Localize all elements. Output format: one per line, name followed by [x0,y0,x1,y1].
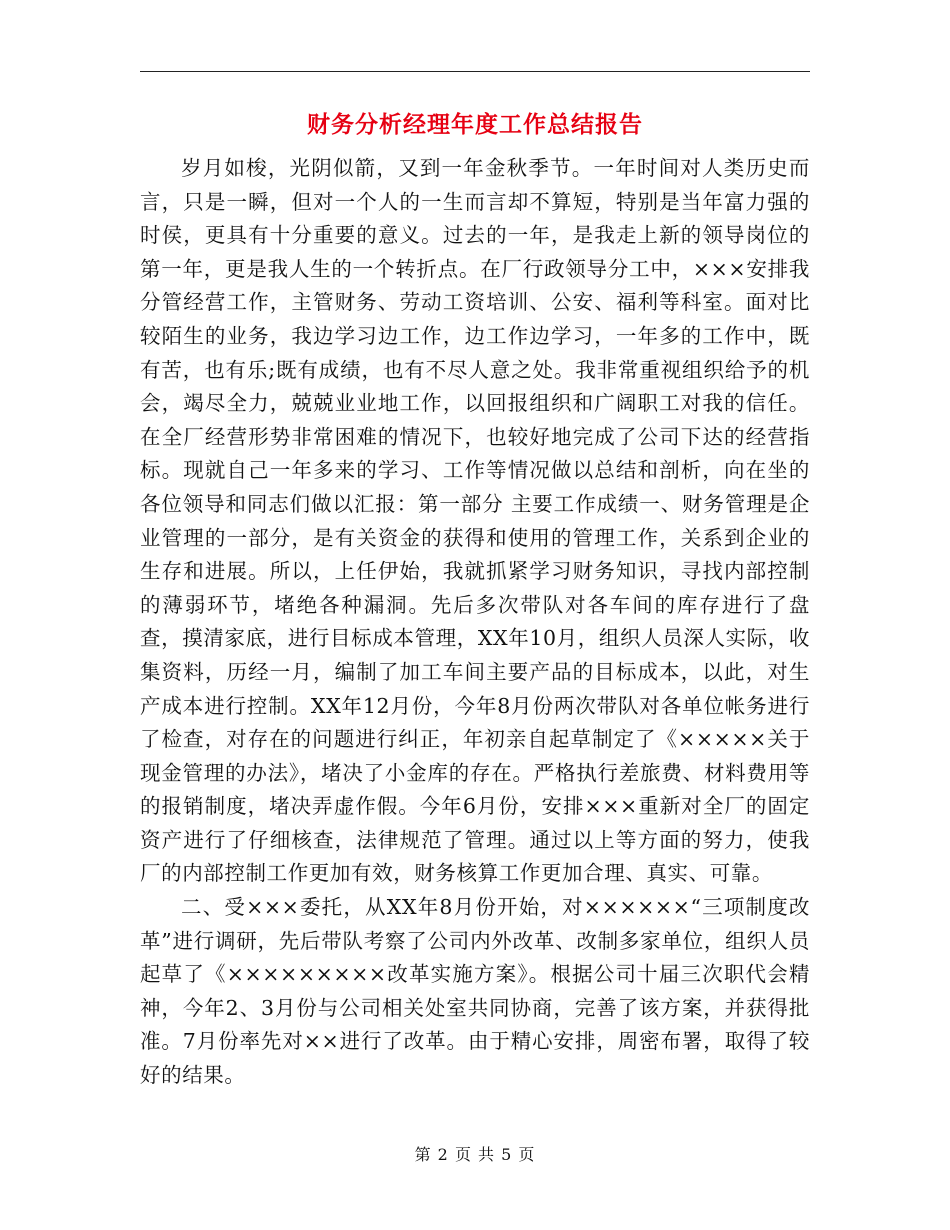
header-rule [140,71,810,72]
paragraph: 二、受×××委托，从XX年8月份开始，对××××××“三项制度改革”进行调研，先后带队考察了公司内外改革、改制多家单位，组织人员起草了《×××××××××改革实施方案》。根据公司十届三次职代会精神，今年2、3月份与公司相关处室共同协商，完善了该方案，并获得批准。7月份率先对××进行了改革。由于精心安排，周密布署，取得了较好的结果。 [140,895,810,1088]
paragraph: 岁月如梭，光阴似箭，又到一年金秋季节。一年时间对人类历史而言，只是一瞬，但对一个人的一生而言却不算短，特别是当年富力强的时侯，更具有十分重要的意义。过去的一年，是我走上新的领导岗位的第一年，更是我人生的一个转折点。在厂行政领导分工中，×××安排我分管经营工作，主管财务、劳动工资培训、公安、福利等科室。面对比较陌生的业务，我边学习边工作，边工作边学习，一年多的工作中，既有苦，也有乐;既有成绩，也有不尽人意之处。我非常重视组织给予的机会，竭尽全力，兢兢业业地工作，以回报组织和广阔职工对我的信任。在全厂经营形势非常困难的情况下，也较好地完成了公司下达的经营指标。现就自己一年多来的学习、工作等情况做以总结和剖析，向在坐的各位领导和同志们做以汇报：第一部分 主要工作成绩一、财务管理是企业管理的一部分，是有关资金的获得和使用的管理工作，关系到企业的生存和进展。所以，上任伊始，我就抓紧学习财务知识，寻找内部控制的薄弱环节，堵绝各种漏洞。先后多次带队对各车间的库存进行了盘查，摸清家底，进行目标成本管理，XX年10月，组织人员深人实际，收集资料，历经一月，编制了加工车间主要产品的目标成本，以此，对生产成本进行控制。XX年12月份，今年8月份两次带队对各单位帐务进行了检查，对存在的问题进行纠正，年初亲自起草制定了《×××××关于现金管理的办法》，堵决了小金库的存在。严格执行差旅费、材料费用等的报销制度，堵决弄虚作假。今年6月份，安排×××重新对全厂的固定资产进行了仔细核查，法律规范了管理。通过以上等方面的努力，使我厂的内部控制工作更加有效，财务核算工作更加合理、真实、可靠。 [140,156,810,886]
document-body [140,152,810,1093]
page-number: 第 2 页 共 5 页 [414,1145,536,1164]
document-title: 财务分析经理年度工作总结报告 [307,111,643,138]
